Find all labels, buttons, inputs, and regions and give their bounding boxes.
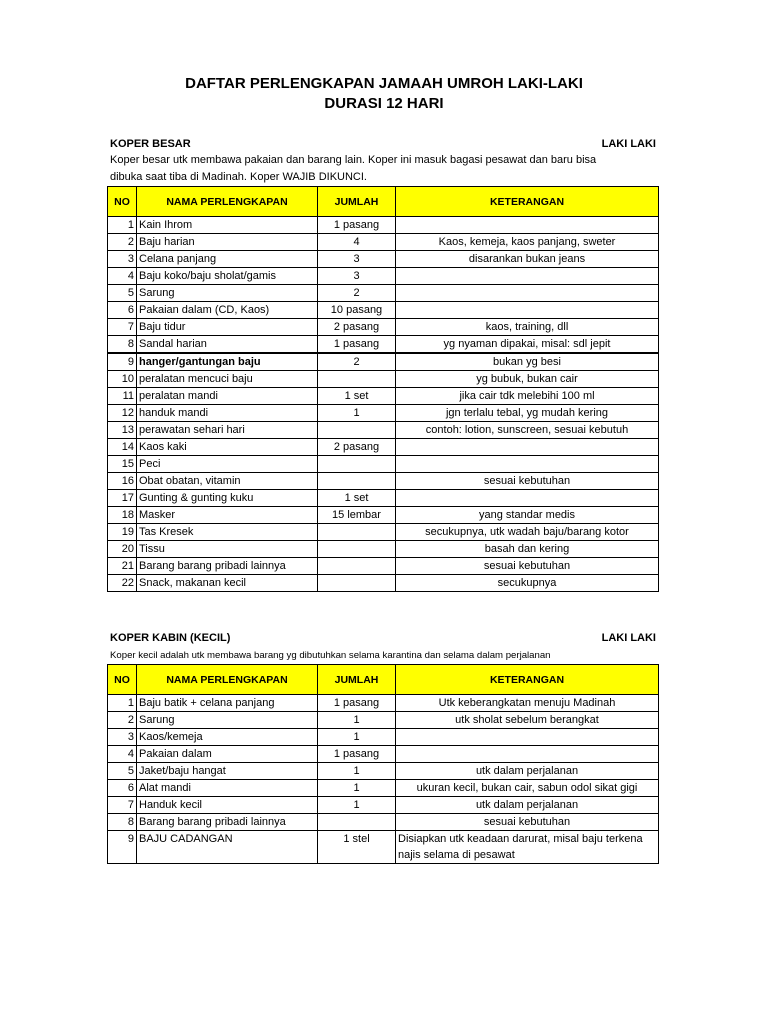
table-row: [108, 439, 659, 456]
item-name: Baju koko/baju sholat/gamis: [137, 268, 318, 285]
row-number: 3: [108, 251, 137, 268]
koper-besar-table: [107, 186, 659, 592]
item-note: bukan yg besi: [396, 353, 659, 371]
table-row: [108, 746, 659, 763]
page-title: DAFTAR PERLENGKAPAN JAMAAH UMROH LAKI-LAKI: [185, 75, 583, 92]
row-number: 20: [108, 541, 137, 558]
row-number: 8: [108, 336, 137, 354]
item-note: Disiapkan utk keadaan darurat, misal baju terkena najis selama di pesawat: [396, 831, 659, 864]
item-note: jika cair tdk melebihi 100 ml: [396, 388, 659, 405]
row-number: 11: [108, 388, 137, 405]
row-number: 1: [108, 695, 137, 712]
table-row: [108, 524, 659, 541]
description-line: Koper kecil adalah utk membawa barang yg dibutuhkan selama karantina dan selama dalam perjalanan: [110, 650, 551, 661]
header-note: KETERANGAN: [396, 665, 659, 695]
item-name: Alat mandi: [137, 780, 318, 797]
item-quantity: 1: [318, 797, 396, 814]
item-quantity: 2: [318, 353, 396, 371]
header-no: NO: [108, 187, 137, 217]
item-note: utk sholat sebelum berangkat: [396, 712, 659, 729]
item-quantity: 2 pasang: [318, 319, 396, 336]
item-name: Tissu: [137, 541, 318, 558]
table-row: [108, 541, 659, 558]
item-name: Barang barang pribadi lainnya: [137, 814, 318, 831]
section-heading-koper-besar: [110, 138, 656, 150]
table-header-row: [108, 665, 659, 695]
item-quantity: 2: [318, 285, 396, 302]
item-name: Pakaian dalam: [137, 746, 318, 763]
item-quantity: [318, 473, 396, 490]
item-quantity: 1: [318, 729, 396, 746]
table-row: [108, 814, 659, 831]
section-description: [110, 152, 656, 186]
item-quantity: 1: [318, 405, 396, 422]
header-name: NAMA PERLENGKAPAN: [137, 665, 318, 695]
table-row: [108, 353, 659, 371]
row-number: 12: [108, 405, 137, 422]
item-note: secukupnya: [396, 575, 659, 592]
item-note: [396, 746, 659, 763]
item-note: kaos, training, dll: [396, 319, 659, 336]
table-row: [108, 490, 659, 507]
table-row: [108, 575, 659, 592]
item-quantity: 2 pasang: [318, 439, 396, 456]
item-name: Baju harian: [137, 234, 318, 251]
item-name: Sandal harian: [137, 336, 318, 354]
row-number: 9: [108, 353, 137, 371]
row-number: 4: [108, 268, 137, 285]
item-note: yg bubuk, bukan cair: [396, 371, 659, 388]
item-note: [396, 439, 659, 456]
item-name: Kaos kaki: [137, 439, 318, 456]
section-label: LAKI LAKI: [601, 138, 656, 150]
table-row: [108, 268, 659, 285]
item-note: yang standar medis: [396, 507, 659, 524]
table-row: [108, 712, 659, 729]
table-row: [108, 371, 659, 388]
item-note: disarankan bukan jeans: [396, 251, 659, 268]
item-quantity: [318, 541, 396, 558]
item-note: utk dalam perjalanan: [396, 763, 659, 780]
row-number: 19: [108, 524, 137, 541]
description-line: dibuka saat tiba di Madinah. Koper WAJIB DIKUNCI.: [110, 171, 367, 183]
table-row: [108, 251, 659, 268]
item-note: contoh: lotion, sunscreen, sesuai kebutuh: [396, 422, 659, 439]
row-number: 9: [108, 831, 137, 864]
item-note: [396, 302, 659, 319]
item-name: hanger/gantungan baju: [137, 353, 318, 371]
table-row: [108, 422, 659, 439]
item-name: peralatan mencuci baju: [137, 371, 318, 388]
item-quantity: 1 pasang: [318, 746, 396, 763]
item-quantity: 1 stel: [318, 831, 396, 864]
item-quantity: 3: [318, 251, 396, 268]
item-note: [396, 456, 659, 473]
item-quantity: 1 pasang: [318, 217, 396, 234]
item-name: Pakaian dalam (CD, Kaos): [137, 302, 318, 319]
row-number: 5: [108, 763, 137, 780]
item-quantity: 1 pasang: [318, 695, 396, 712]
item-quantity: 4: [318, 234, 396, 251]
item-name: Baju tidur: [137, 319, 318, 336]
header-name: NAMA PERLENGKAPAN: [137, 187, 318, 217]
row-number: 18: [108, 507, 137, 524]
table-row: [108, 507, 659, 524]
item-note: ukuran kecil, bukan cair, sabun odol sikat gigi: [396, 780, 659, 797]
section-description: [110, 647, 656, 664]
row-number: 10: [108, 371, 137, 388]
item-name: Kaos/kemeja: [137, 729, 318, 746]
row-number: 4: [108, 746, 137, 763]
item-note: Kaos, kemeja, kaos panjang, sweter: [396, 234, 659, 251]
item-name: Kain Ihrom: [137, 217, 318, 234]
item-name: BAJU CADANGAN: [137, 831, 318, 864]
item-quantity: 1 set: [318, 490, 396, 507]
table-row: [108, 388, 659, 405]
item-quantity: 1 pasang: [318, 336, 396, 354]
item-note: Utk keberangkatan menuju Madinah: [396, 695, 659, 712]
table-row: [108, 217, 659, 234]
item-name: Celana panjang: [137, 251, 318, 268]
item-name: Tas Kresek: [137, 524, 318, 541]
item-quantity: [318, 371, 396, 388]
item-quantity: [318, 422, 396, 439]
description-line: Koper besar utk membawa pakaian dan barang lain. Koper ini masuk bagasi pesawat dan baru bisa: [110, 154, 597, 166]
header-note: KETERANGAN: [396, 187, 659, 217]
item-note: sesuai kebutuhan: [396, 814, 659, 831]
item-quantity: [318, 524, 396, 541]
table-row: [108, 558, 659, 575]
header-qty: JUMLAH: [318, 187, 396, 217]
row-number: 21: [108, 558, 137, 575]
item-quantity: [318, 558, 396, 575]
section-title: KOPER BESAR: [110, 138, 191, 150]
row-number: 2: [108, 712, 137, 729]
item-quantity: 3: [318, 268, 396, 285]
row-number: 14: [108, 439, 137, 456]
row-number: 3: [108, 729, 137, 746]
item-note: [396, 268, 659, 285]
table-row: [108, 473, 659, 490]
item-note: basah dan kering: [396, 541, 659, 558]
item-name: Barang barang pribadi lainnya: [137, 558, 318, 575]
row-number: 16: [108, 473, 137, 490]
row-number: 15: [108, 456, 137, 473]
item-note: [396, 729, 659, 746]
table-row: [108, 405, 659, 422]
table-row: [108, 780, 659, 797]
section-label: LAKI LAKI: [601, 632, 656, 644]
item-note: [396, 490, 659, 507]
item-note: yg nyaman dipakai, misal: sdl jepit: [396, 336, 659, 354]
item-name: peralatan mandi: [137, 388, 318, 405]
item-name: Masker: [137, 507, 318, 524]
table-row: [108, 831, 659, 864]
item-name: handuk mandi: [137, 405, 318, 422]
item-name: perawatan sehari hari: [137, 422, 318, 439]
item-quantity: [318, 456, 396, 473]
section-heading-koper-kabin: [110, 632, 656, 644]
item-name: Jaket/baju hangat: [137, 763, 318, 780]
row-number: 8: [108, 814, 137, 831]
page-subtitle: DURASI 12 HARI: [324, 95, 444, 112]
item-name: Peci: [137, 456, 318, 473]
table-row: [108, 336, 659, 354]
item-name: Gunting & gunting kuku: [137, 490, 318, 507]
item-quantity: [318, 575, 396, 592]
table-header-row: [108, 187, 659, 217]
item-note: [396, 217, 659, 234]
table-row: [108, 729, 659, 746]
table-row: [108, 302, 659, 319]
table-row: [108, 234, 659, 251]
item-quantity: 10 pasang: [318, 302, 396, 319]
item-quantity: 1: [318, 763, 396, 780]
row-number: 6: [108, 302, 137, 319]
header-no: NO: [108, 665, 137, 695]
table-row: [108, 797, 659, 814]
row-number: 7: [108, 797, 137, 814]
row-number: 22: [108, 575, 137, 592]
item-note: secukupnya, utk wadah baju/barang kotor: [396, 524, 659, 541]
item-quantity: 1 set: [318, 388, 396, 405]
item-note: sesuai kebutuhan: [396, 473, 659, 490]
koper-kabin-table: [107, 664, 659, 864]
table-row: [108, 285, 659, 302]
item-note: utk dalam perjalanan: [396, 797, 659, 814]
row-number: 2: [108, 234, 137, 251]
row-number: 17: [108, 490, 137, 507]
item-note: sesuai kebutuhan: [396, 558, 659, 575]
table-row: [108, 763, 659, 780]
row-number: 7: [108, 319, 137, 336]
item-name: Snack, makanan kecil: [137, 575, 318, 592]
table-row: [108, 319, 659, 336]
item-quantity: 1: [318, 780, 396, 797]
item-quantity: 15 lembar: [318, 507, 396, 524]
item-name: Obat obatan, vitamin: [137, 473, 318, 490]
table-row: [108, 456, 659, 473]
row-number: 1: [108, 217, 137, 234]
row-number: 13: [108, 422, 137, 439]
item-name: Baju batik + celana panjang: [137, 695, 318, 712]
item-name: Handuk kecil: [137, 797, 318, 814]
table-row: [108, 695, 659, 712]
item-note: jgn terlalu tebal, yg mudah kering: [396, 405, 659, 422]
item-name: Sarung: [137, 712, 318, 729]
row-number: 5: [108, 285, 137, 302]
item-name: Sarung: [137, 285, 318, 302]
header-qty: JUMLAH: [318, 665, 396, 695]
item-note: [396, 285, 659, 302]
item-quantity: 1: [318, 712, 396, 729]
item-quantity: [318, 814, 396, 831]
row-number: 6: [108, 780, 137, 797]
section-title: KOPER KABIN (KECIL): [110, 632, 231, 644]
